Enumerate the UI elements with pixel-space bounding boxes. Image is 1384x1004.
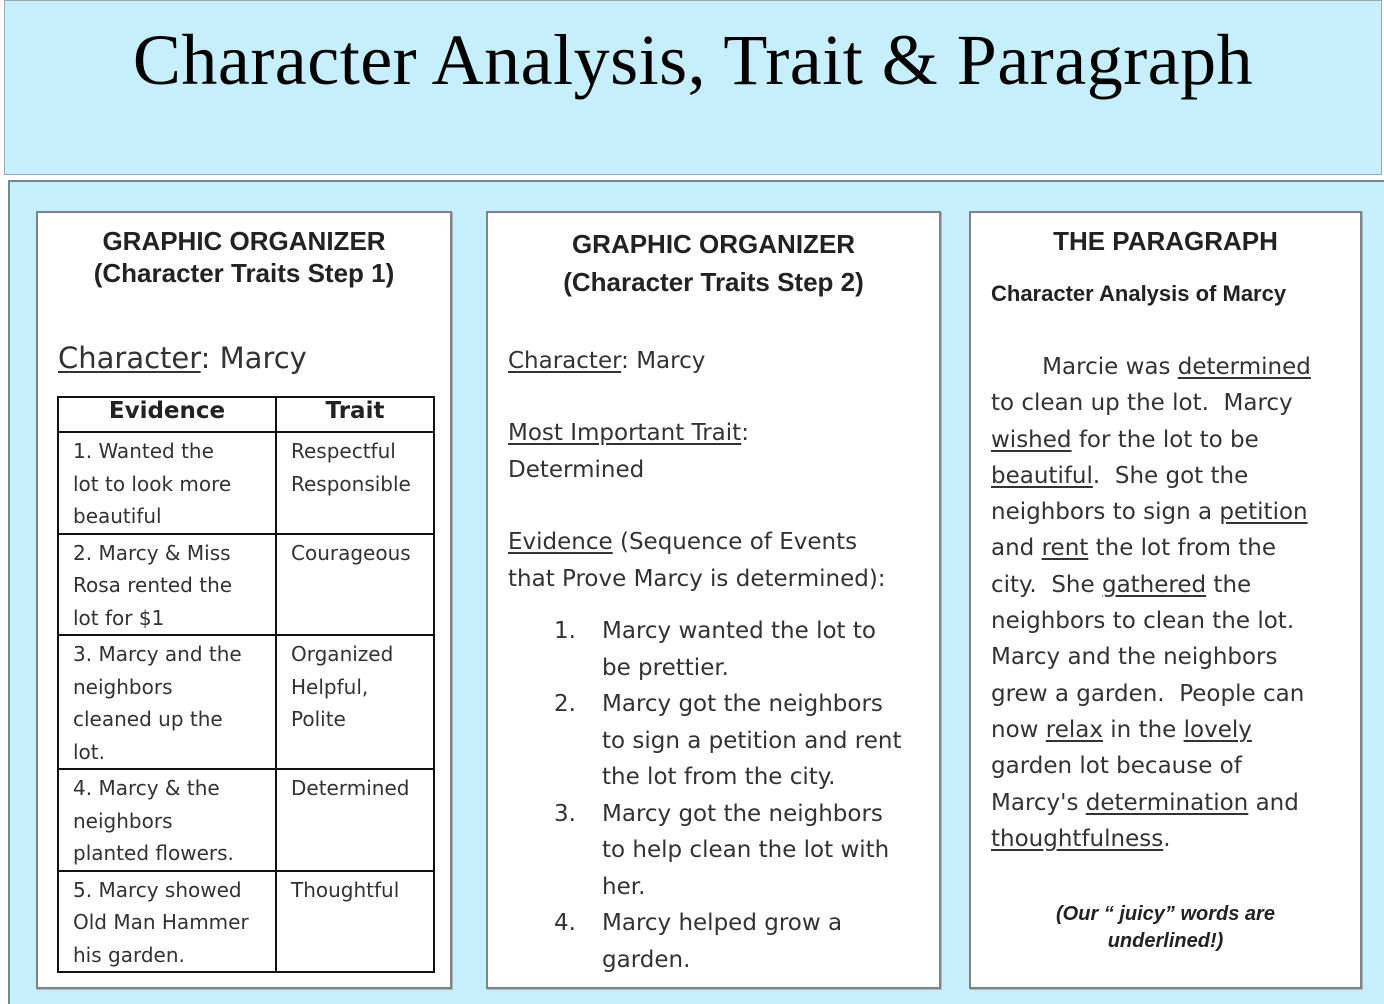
trait-line: Thoughtful [291, 877, 400, 902]
paragraph-text: and [991, 535, 1042, 562]
evidence-cell [58, 432, 276, 534]
list-item-line: garden. [602, 946, 691, 973]
juicy-word: determined [1177, 354, 1311, 380]
trait-line: Polite [291, 707, 346, 731]
evidence-line: Rosa rented the [73, 573, 233, 597]
list-item-line: to sign a petition and rent [602, 727, 902, 754]
step1-character-value: : Marcy [200, 341, 307, 375]
evidence-line: 3. Marcy and the [73, 642, 242, 666]
evidence-cell [58, 635, 276, 769]
list-item-line: the lot from the city. [602, 764, 836, 790]
evidence-line: cleaned up the [73, 707, 223, 731]
step2-heading-line2: (Character Traits Step 2) [563, 267, 864, 297]
list-item-line: to help clean the lot with [602, 837, 890, 863]
paragraph-line [991, 349, 1351, 385]
paragraph-text: . [1163, 825, 1171, 852]
paragraph-text: the lot from the [1088, 535, 1277, 562]
trait-line: Determined [291, 776, 410, 800]
juicy-word: thoughtfulness [991, 825, 1164, 852]
step1-heading-line1: GRAPHIC ORGANIZER [102, 226, 386, 256]
paragraph-line [991, 748, 1351, 784]
paragraph-text: grew a garden. People can [991, 680, 1305, 707]
list-item [508, 613, 928, 686]
paragraph-subheading: Character Analysis of Marcy [991, 281, 1287, 306]
juicy-word: beautiful [991, 462, 1093, 489]
evidence-line: 4. Marcy & the [73, 776, 220, 800]
step2-organizer-panel [486, 211, 941, 989]
juicy-word: petition [1219, 499, 1308, 526]
paragraph-text: Marcy and the neighbors [991, 644, 1278, 671]
step2-character-label: Character [508, 348, 622, 374]
evidence-cell [58, 769, 276, 871]
juicy-word: wished [991, 426, 1072, 453]
evidence-column-header: Evidence [58, 397, 276, 432]
note-line1: (Our “ juicy” words are [1056, 903, 1275, 925]
list-item-line: Marcy got the neighbors [602, 691, 883, 717]
trait-line: Helpful, [291, 674, 369, 699]
evidence-heading [508, 524, 886, 597]
juicy-word: rent [1041, 535, 1089, 562]
paragraph-text: city. She [991, 571, 1102, 598]
evidence-line: 5. Marcy showed [73, 877, 242, 902]
list-item-line: Marcy got the neighbors [602, 800, 883, 827]
paragraph-line [991, 676, 1351, 712]
juicy-word: relax [1045, 716, 1103, 743]
evidence-line: lot. [73, 739, 105, 764]
paragraph-text: and [1248, 789, 1299, 816]
list-item-number: 2. [554, 691, 576, 717]
evidence-line: lot to look more [73, 471, 232, 496]
paragraph-line [991, 458, 1351, 494]
juicy-word: lovely [1183, 716, 1252, 743]
evidence-label-rest: (Sequence of Events [612, 529, 858, 555]
trait-cell [276, 635, 434, 769]
list-item-line: Marcy helped grow a [602, 910, 843, 936]
paragraph-line [991, 385, 1351, 421]
juicy-words-note [971, 901, 1360, 955]
evidence-label: Evidence [508, 529, 613, 555]
evidence-line: 1. Wanted the [73, 439, 214, 463]
table-header-row [58, 397, 434, 432]
evidence-line: beautiful [73, 504, 162, 528]
list-item [508, 796, 928, 906]
table-row [58, 534, 434, 636]
evidence-line: neighbors [73, 674, 173, 699]
trait-label: Most Important Trait [508, 420, 742, 446]
list-item-line: Marcy wanted the lot to [602, 618, 876, 644]
trait-colon: : [741, 420, 749, 446]
paragraph-text: Marcy's [991, 789, 1086, 816]
list-item [508, 905, 928, 978]
paragraph-text: neighbors to clean the lot. [991, 608, 1295, 635]
most-important-trait [508, 415, 749, 488]
step2-heading [488, 225, 939, 301]
trait-cell [276, 432, 434, 534]
evidence-trait-table [57, 396, 435, 973]
juicy-word: gathered [1101, 571, 1207, 598]
list-item [508, 686, 928, 796]
evidence-table-body [58, 432, 434, 972]
list-item-number: 3. [554, 800, 576, 827]
paragraph-line [991, 712, 1351, 748]
event-sequence-list [508, 613, 928, 978]
paragraph-text: now [991, 716, 1046, 743]
paragraph-text: in the [1102, 716, 1184, 743]
step1-character-line [58, 341, 307, 375]
step2-heading-line1: GRAPHIC ORGANIZER [571, 229, 856, 259]
paragraph-text: . She got the [1092, 462, 1249, 489]
evidence-line: lot for $1 [73, 605, 165, 630]
paragraph-text: to clean up the lot. Marcy [991, 390, 1293, 417]
note-line2: underlined!) [1107, 930, 1224, 952]
paragraph-line [991, 821, 1351, 857]
trait-value: Determined [508, 456, 645, 483]
evidence-line: Old Man Hammer [73, 910, 249, 934]
paragraph-line [991, 567, 1351, 603]
evidence-cell [58, 534, 276, 636]
table-row [58, 871, 434, 973]
paragraph-line [991, 785, 1351, 821]
list-item-number: 4. [554, 910, 576, 936]
step1-character-label: Character [58, 341, 201, 375]
paragraph-line [991, 530, 1351, 566]
trait-line: Responsible [291, 471, 411, 496]
step1-organizer-panel [36, 211, 452, 989]
juicy-word: determination [1085, 789, 1249, 816]
evidence-line: planted flowers. [73, 841, 234, 865]
paragraph-line [991, 422, 1351, 458]
character-analysis-paragraph [991, 349, 1351, 857]
list-item-line: be prettier. [602, 654, 729, 681]
evidence-cell [58, 871, 276, 973]
evidence-line: 2. Marcy & Miss [73, 540, 231, 565]
paragraph-text: garden lot because of [991, 753, 1242, 780]
trait-cell [276, 769, 434, 871]
paragraph-line [991, 639, 1351, 675]
trait-column-header: Trait [276, 397, 434, 432]
evidence-line: his garden. [73, 942, 185, 967]
table-row [58, 432, 434, 534]
paragraph-panel [969, 211, 1362, 989]
paragraph-text: for the lot to be [1071, 426, 1259, 453]
trait-line: Respectful [291, 439, 396, 463]
table-row [58, 769, 434, 871]
page-title: Character Analysis, Trait & Paragraph [132, 20, 1254, 100]
step2-character-value: : Marcy [621, 348, 706, 374]
paragraph-line [991, 603, 1351, 639]
trait-cell [276, 871, 434, 973]
paragraph-text: the [1206, 571, 1252, 598]
step1-heading-line2: (Character Traits Step 1) [93, 258, 395, 288]
paragraph-text: Marcie was [991, 354, 1178, 380]
title-banner [4, 0, 1382, 175]
step1-heading [38, 225, 450, 289]
step2-character-line [508, 343, 705, 380]
paragraph-line [991, 494, 1351, 530]
trait-line: Courageous [291, 540, 411, 565]
paragraph-heading: THE PARAGRAPH [1053, 226, 1278, 256]
paragraph-text: neighbors to sign a [991, 499, 1220, 526]
list-item-line: her. [602, 873, 646, 900]
evidence-label-line2: that Prove Marcy is determined): [508, 565, 886, 592]
evidence-line: neighbors [73, 808, 173, 833]
list-item-number: 1. [554, 618, 576, 644]
trait-line: Organized [291, 642, 394, 666]
table-row [58, 635, 434, 769]
trait-cell [276, 534, 434, 636]
